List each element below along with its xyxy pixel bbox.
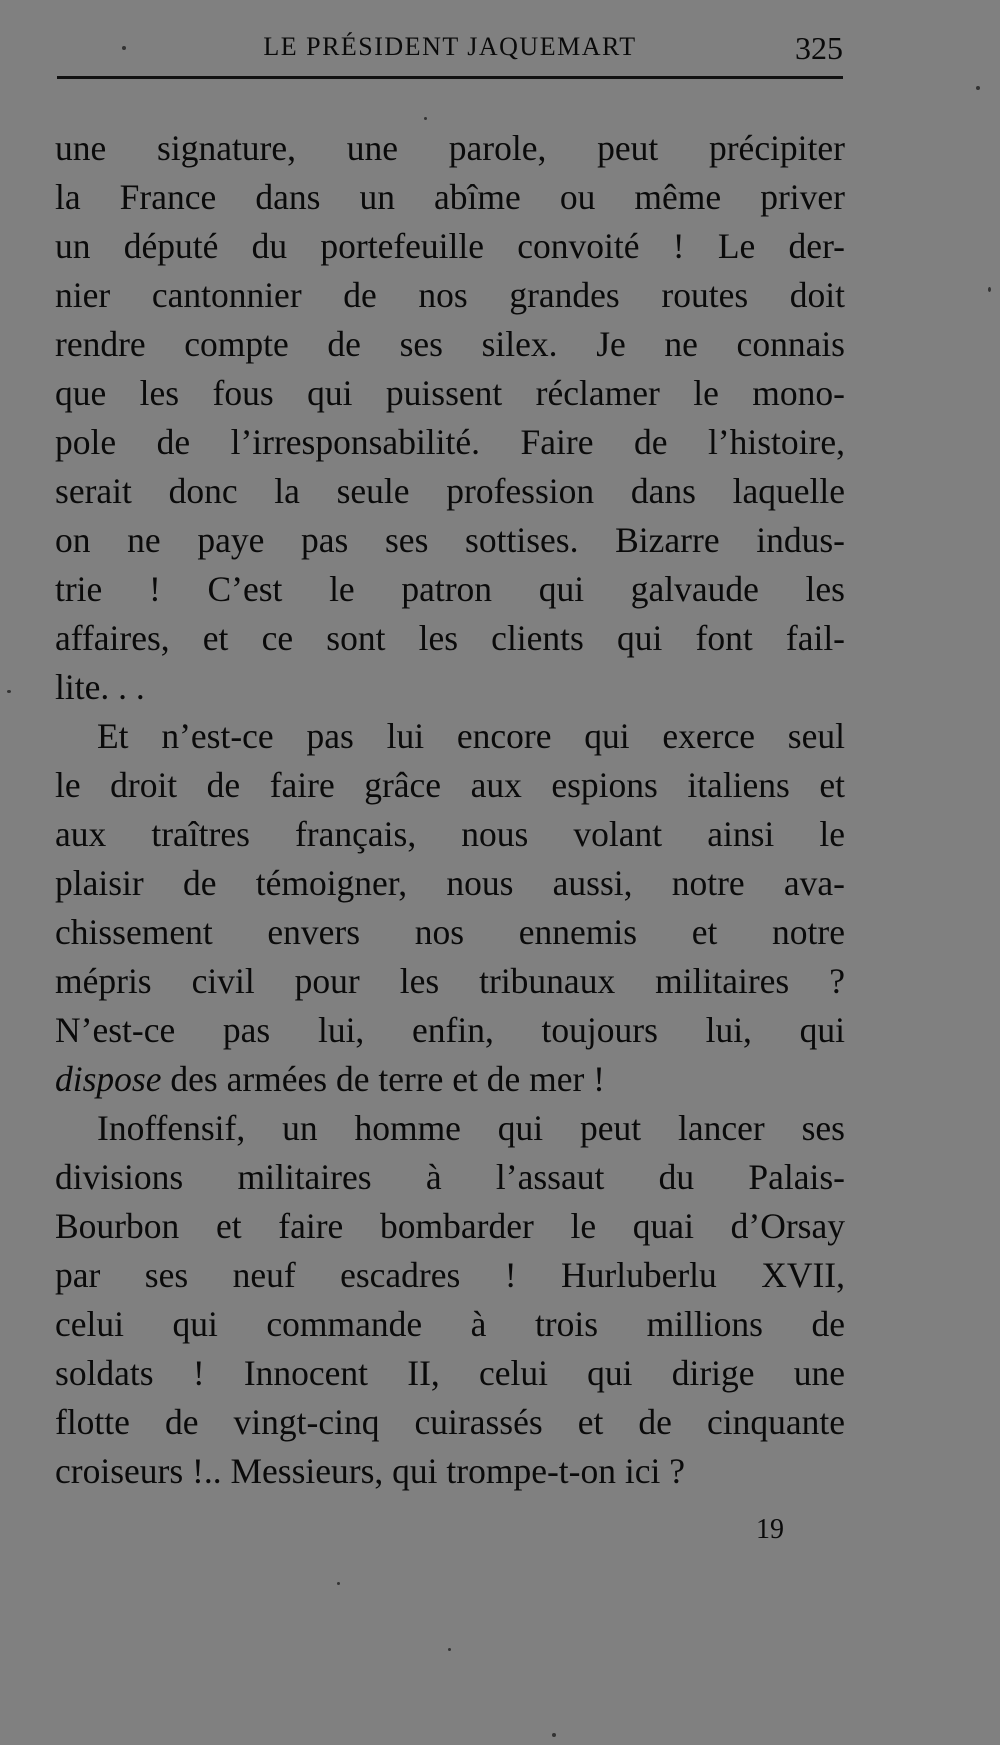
text-line: le droit de faire grâce aux espions italiens et (55, 765, 845, 805)
text-line (55, 1055, 845, 1104)
text-line: trie ! C’est le patron qui galvaude les (55, 569, 845, 609)
text-line: mépris civil pour les tribunaux militaires ? (55, 961, 845, 1001)
page-speck (552, 1733, 556, 1737)
text-line: chissement envers nos ennemis et notre (55, 912, 845, 952)
text-line: un député du portefeuille convoité ! Le der- (55, 226, 845, 266)
text-line: flotte de vingt-cinq cuirassés et de cinquante (55, 1402, 845, 1442)
paragraph (55, 1104, 845, 1496)
page-number: 325 (795, 30, 843, 66)
text-line: serait donc la seule profession dans laquelle (55, 471, 845, 511)
running-head (57, 30, 843, 70)
page-speck (424, 117, 427, 120)
text-line: par ses neuf escadres ! Hurluberlu XVII, (55, 1255, 845, 1295)
text-line: soldats ! Innocent II, celui qui dirige une (55, 1353, 845, 1393)
text-line: la France dans un abîme ou même priver (55, 177, 845, 217)
page-speck (122, 46, 126, 50)
text-line: croiseurs !.. Messieurs, qui trompe-t-on ici ? (55, 1451, 685, 1491)
text-line: nier cantonnier de nos grandes routes doit (55, 275, 845, 315)
text-line: une signature, une parole, peut précipiter (55, 128, 845, 168)
text-line: Et n’est-ce pas lui encore qui exerce seul (97, 716, 845, 756)
body-text (55, 124, 845, 1496)
running-title: LE PRÉSIDENT JAQUEMART (263, 32, 637, 61)
text-line: que les fous qui puissent réclamer le mono- (55, 373, 845, 413)
text-line: celui qui commande à trois millions de (55, 1304, 845, 1344)
text-line: rendre compte de ses silex. Je ne connais (55, 324, 845, 364)
page-speck (337, 1582, 340, 1585)
text-line: pole de l’irresponsabilité. Faire de l’histoire, (55, 422, 845, 462)
text-line: plaisir de témoigner, nous aussi, notre ava- (55, 863, 845, 903)
page-speck (448, 1648, 451, 1651)
text-line: Inoffensif, un homme qui peut lancer ses (97, 1108, 845, 1148)
text-line: N’est-ce pas lui, enfin, toujours lui, qui (55, 1010, 845, 1050)
page-speck (976, 86, 980, 90)
page-speck (988, 287, 991, 292)
text-line: divisions militaires à l’assaut du Palais- (55, 1157, 845, 1197)
text-line: Bourbon et faire bombarder le quai d’Orsay (55, 1206, 845, 1246)
text-line: lite. . . (55, 667, 145, 707)
text-line: affaires, et ce sont les clients qui font fail- (55, 618, 845, 658)
text-line: on ne paye pas ses sottises. Bizarre indus- (55, 520, 845, 560)
signature-mark: 19 (756, 1514, 784, 1545)
paragraph (55, 124, 845, 712)
paragraph (55, 712, 845, 1104)
italic-word: dispose (55, 1059, 162, 1099)
header-rule (57, 76, 843, 79)
line-remainder: des armées de terre et de mer ! (161, 1059, 606, 1099)
text-line: aux traîtres français, nous volant ainsi le (55, 814, 845, 854)
page-speck (7, 690, 11, 693)
